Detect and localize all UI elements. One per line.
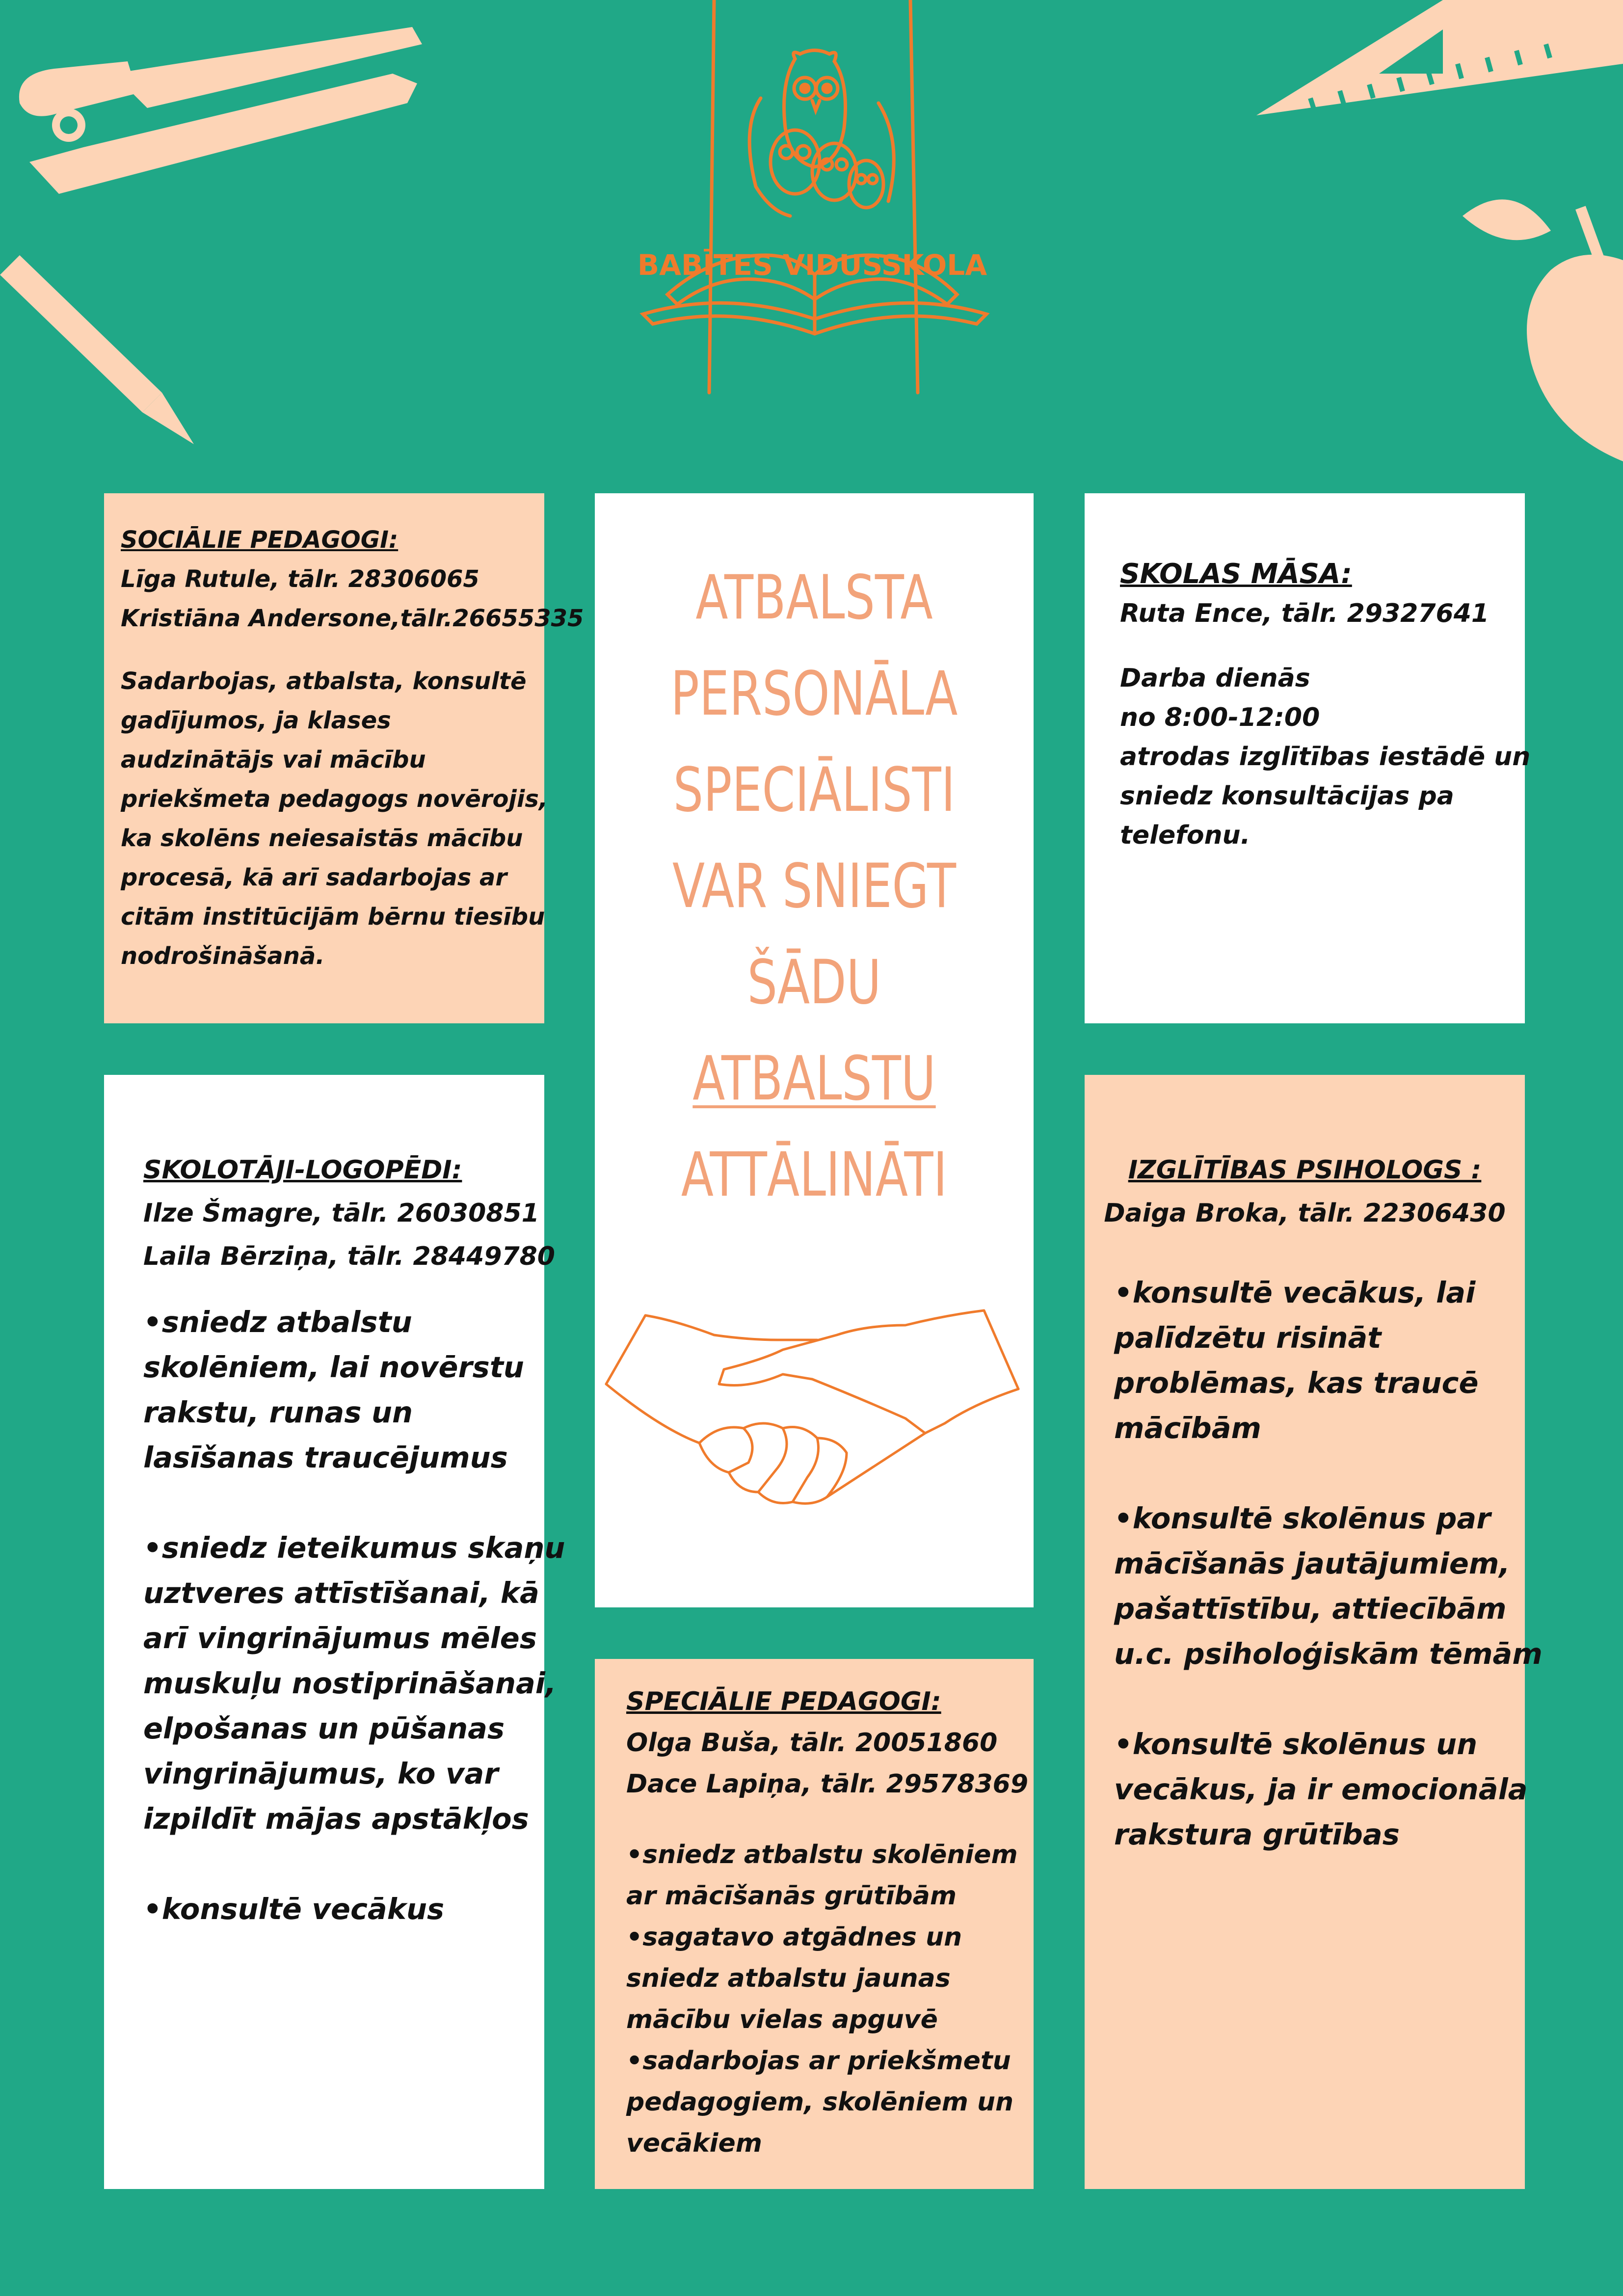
heading-line: ATBALSTA [695,562,933,633]
speech-therapists-title: SKOLOTĀJI-LOGOPĒDI: [143,1155,462,1185]
item-line: u.c. psiholoģiskām tēmām [1114,1637,1543,1671]
item-line: rakstu, runas un [143,1395,413,1429]
stapler-icon [0,0,442,226]
description-line: gadījumos, ja klases [121,707,391,734]
contact-line: Daiga Broka, tālr. 22306430 [1104,1199,1506,1228]
heading-line: VAR SNIEGT [672,851,957,922]
item-line: palīdzētu risināt [1114,1321,1382,1355]
school-nurse-title: SKOLAS MĀSA: [1120,558,1352,590]
social-pedagogues-title: SOCIĀLIE PEDAGOGI: [121,526,399,554]
contact-line: Laila Bērziņa, tālr. 28449780 [143,1242,555,1271]
item-line: •konsultē skolēnus un [1114,1727,1478,1761]
contact-line: Kristiāna Andersone,tālr.26655335 [121,605,584,632]
description-line: priekšmeta pedagogs novērojis, [121,785,548,813]
description-line: citām institūcijām bērnu tiesību [121,903,545,931]
psychologist-items [1114,1270,1543,1857]
social-pedagogues-text [121,520,584,976]
item-line: uztveres attīstīšanai, kā [143,1576,539,1610]
item-line: vecākus, ja ir emocionāla [1114,1772,1528,1806]
pencil-icon [0,255,206,452]
school-logo [604,0,1021,402]
description-line: procesā, kā arī sadarbojas ar [121,864,507,891]
item-line: •konsultē vecākus [143,1892,445,1926]
owl-logo-icon [604,0,1021,402]
item-line: pedagogiem, skolēniem un [626,2087,1014,2117]
item-line: mācīšanās jautājumiem, [1114,1547,1510,1580]
special-pedagogues-title: SPECIĀLIE PEDAGOGI: [626,1687,941,1716]
description-line: sniedz konsultācijas pa [1120,781,1454,811]
special-pedagogues-text [626,1681,1028,2164]
item-line: mācībām [1114,1411,1262,1445]
heading-line: PERSONĀLA [670,659,958,729]
contact-line: Līga Rutule, tālr. 28306065 [121,565,479,593]
description-line: telefonu. [1120,821,1251,850]
heading-line: SPECIĀLISTI [673,755,956,826]
handshake-icon [601,1306,1028,1512]
description-line: audzinātājs vai mācību [121,746,426,774]
center-heading [643,550,985,1223]
description-line: Sadarbojas, atbalsta, konsultē [121,667,527,695]
item-line: vecākiem [626,2129,762,2158]
description-line: no 8:00-12:00 [1120,703,1320,732]
description-line: atrodas izglītības iestādē un [1120,742,1531,772]
item-line: vingrinājumus, ko var [143,1757,499,1790]
speech-therapists-text [143,1148,555,1278]
contact-line: Dace Lapiņa, tālr. 29578369 [626,1769,1028,1799]
item-line: elpošanas un pūšanas [143,1711,505,1745]
item-line: rakstura grūtības [1114,1817,1400,1851]
item-line: •sniedz ieteikumus skaņu [143,1531,565,1565]
item-line: •konsultē vecākus, lai [1114,1276,1476,1309]
description-line: Darba dienās [1120,664,1310,693]
logo-text: BABĪTES VIDUSSKOLA [637,248,987,282]
item-line: arī vingrinājumus mēles [143,1621,537,1655]
item-line: izpildīt mājas apstākļos [143,1802,529,1836]
item-line: ar mācīšanās grūtībām [626,1881,957,1911]
description-line: ka skolēns neiesaistās mācību [121,825,523,852]
heading-line: ATTĀLINĀTI [681,1140,948,1210]
item-line: •sniedz atbalstu skolēniem [626,1840,1018,1869]
psychologist-text [1085,1148,1525,1235]
item-line: •sadarbojas ar priekšmetu [626,2046,1011,2076]
description-line: nodrošināšanā. [121,942,325,970]
item-line: skolēniem, lai novērstu [143,1350,524,1384]
contact-line: Ruta Ence, tālr. 29327641 [1120,599,1490,628]
heading-line: ŠĀDU [747,947,881,1018]
item-line: mācību vielas apguvē [626,2005,938,2034]
item-line: sniedz atbalstu jaunas [626,1964,951,1993]
set-square-icon [1256,0,1623,147]
psychologist-title: IZGLĪTĪBAS PSIHOLOGS : [1128,1155,1482,1185]
item-line: •konsultē skolēnus par [1114,1501,1491,1535]
contact-line: Ilze Šmagre, tālr. 26030851 [143,1199,539,1228]
contact-line: Olga Buša, tālr. 20051860 [626,1728,998,1758]
school-nurse-text [1120,555,1530,855]
item-line: lasīšanas traucējumus [143,1441,508,1474]
speech-therapists-items [143,1300,565,1932]
item-line: problēmas, kas traucē [1114,1366,1479,1400]
item-line: •sniedz atbalstu [143,1305,412,1339]
apple-icon [1453,187,1623,481]
item-line: pašattīstību, attiecībām [1114,1592,1507,1626]
item-line: muskuļu nostiprināšanai, [143,1666,557,1700]
heading-underlined: ATBALSTU [692,1043,936,1114]
item-line: •sagatavo atgādnes un [626,1922,962,1952]
